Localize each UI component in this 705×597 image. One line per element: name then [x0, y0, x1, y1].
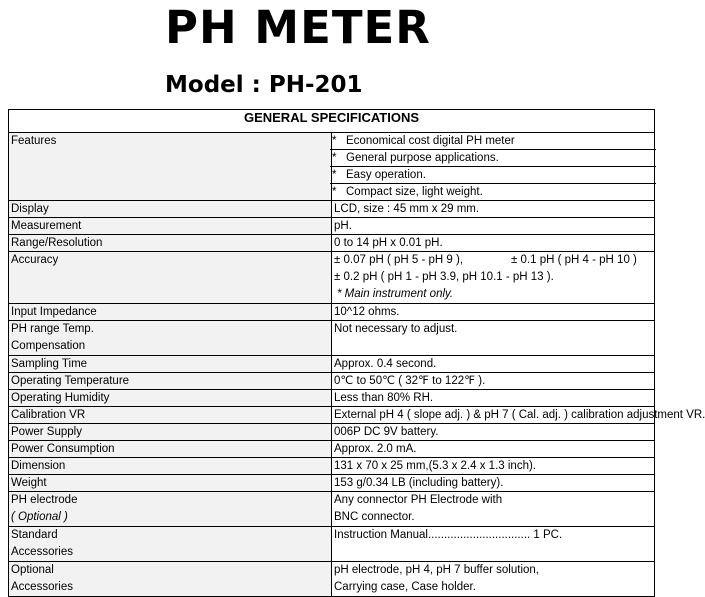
list-item: * General purpose applications.: [330, 149, 656, 166]
row-label-display: Display: [9, 201, 332, 218]
table-row: [9, 373, 655, 390]
table-row: [9, 356, 655, 373]
row-label-op-humidity: Operating Humidity: [9, 390, 332, 407]
row-value-optional-accessories: pH electrode, pH 4, pH 7 buffer solution, Carrying case, Case holder.: [332, 562, 655, 597]
table-row: [9, 424, 655, 441]
list-item: * Easy operation.: [330, 166, 656, 183]
row-label-temp-comp: PH range Temp. Compensation: [9, 321, 332, 356]
row-label-weight: Weight: [9, 475, 332, 492]
spec-table: [8, 109, 705, 597]
row-label-optional-accessories: Optional Accessories: [9, 562, 332, 597]
row-label-calibration: Calibration VR: [9, 407, 332, 424]
row-value-weight: 153 g/0.34 LB (including battery).: [332, 475, 655, 492]
table-row: [9, 492, 655, 527]
row-label-op-temp: Operating Temperature: [9, 373, 332, 390]
table-row: [9, 441, 655, 458]
row-value-sampling: Approx. 0.4 second.: [332, 356, 655, 373]
spec-table-heading-row: [9, 110, 655, 133]
list-item: * Compact size, light weight.: [330, 183, 656, 200]
accuracy-note: * Main instrument only.: [337, 288, 454, 300]
row-label-power-consumption: Power Consumption: [9, 441, 332, 458]
row-label-power-supply: Power Supply: [9, 424, 332, 441]
row-value-accuracy: [332, 252, 655, 304]
row-value-display: LCD, size : 45 mm x 29 mm.: [332, 201, 655, 218]
row-label-measurement: Measurement: [9, 218, 332, 235]
row-value-power-consumption: Approx. 2.0 mA.: [332, 441, 655, 458]
row-value-dimension: 131 x 70 x 25 mm,(5.3 x 2.4 x 1.3 inch).: [332, 458, 655, 475]
row-value-calibration: External pH 4 ( slope adj. ) & pH 7 ( Cal. adj. ) calibration adjustment VR.: [332, 407, 655, 424]
row-label-electrode: PH electrode ( Optional ): [9, 492, 332, 527]
row-value-impedance: 10^12 ohms.: [332, 304, 655, 321]
table-row: [9, 407, 655, 424]
row-value-standard-accessories: Instruction Manual................................ 1 PC.: [332, 527, 655, 562]
row-value-power-supply: 006P DC 9V battery.: [332, 424, 655, 441]
row-label-features: Features: [9, 133, 332, 201]
table-row: [9, 201, 655, 218]
spec-table-heading: GENERAL SPECIFICATIONS: [9, 110, 655, 133]
table-row: [9, 475, 655, 492]
table-row: [9, 235, 655, 252]
table-row: [9, 133, 655, 201]
row-label-standard-accessories: Standard Accessories: [9, 527, 332, 562]
row-value-measurement: pH.: [332, 218, 655, 235]
table-row: [9, 252, 655, 304]
accuracy-line-2: ± 0.2 pH ( pH 1 - pH 3.9, pH 10.1 - pH 13 ).: [334, 271, 554, 283]
page-title: PH METER: [165, 1, 431, 54]
table-row: [9, 218, 655, 235]
row-label-sampling: Sampling Time: [9, 356, 332, 373]
table-row: [9, 321, 655, 356]
row-label-accuracy: Accuracy: [9, 252, 332, 304]
row-value-op-humidity: Less than 80% RH.: [332, 390, 655, 407]
row-label-range: Range/Resolution: [9, 235, 332, 252]
row-label-dimension: Dimension: [9, 458, 332, 475]
features-list: [332, 133, 655, 201]
model-name: Model : PH-201: [165, 72, 363, 98]
table-row: [9, 527, 655, 562]
table-row: [9, 304, 655, 321]
row-value-electrode: Any connector PH Electrode with BNC connector.: [332, 492, 655, 527]
table-row: [9, 390, 655, 407]
row-value-op-temp: 0℃ to 50℃ ( 32℉ to 122℉ ).: [332, 373, 655, 390]
row-label-impedance: Input Impedance: [9, 304, 332, 321]
table-row: [9, 458, 655, 475]
list-item: * Economical cost digital PH meter: [332, 135, 515, 147]
accuracy-line-1: ± 0.07 pH ( pH 5 - pH 9 ), ± 0.1 pH ( pH 4 - pH 10 ): [334, 254, 637, 266]
table-row: [9, 562, 655, 597]
row-value-temp-comp: Not necessary to adjust.: [332, 321, 655, 356]
row-value-range: 0 to 14 pH x 0.01 pH.: [332, 235, 655, 252]
